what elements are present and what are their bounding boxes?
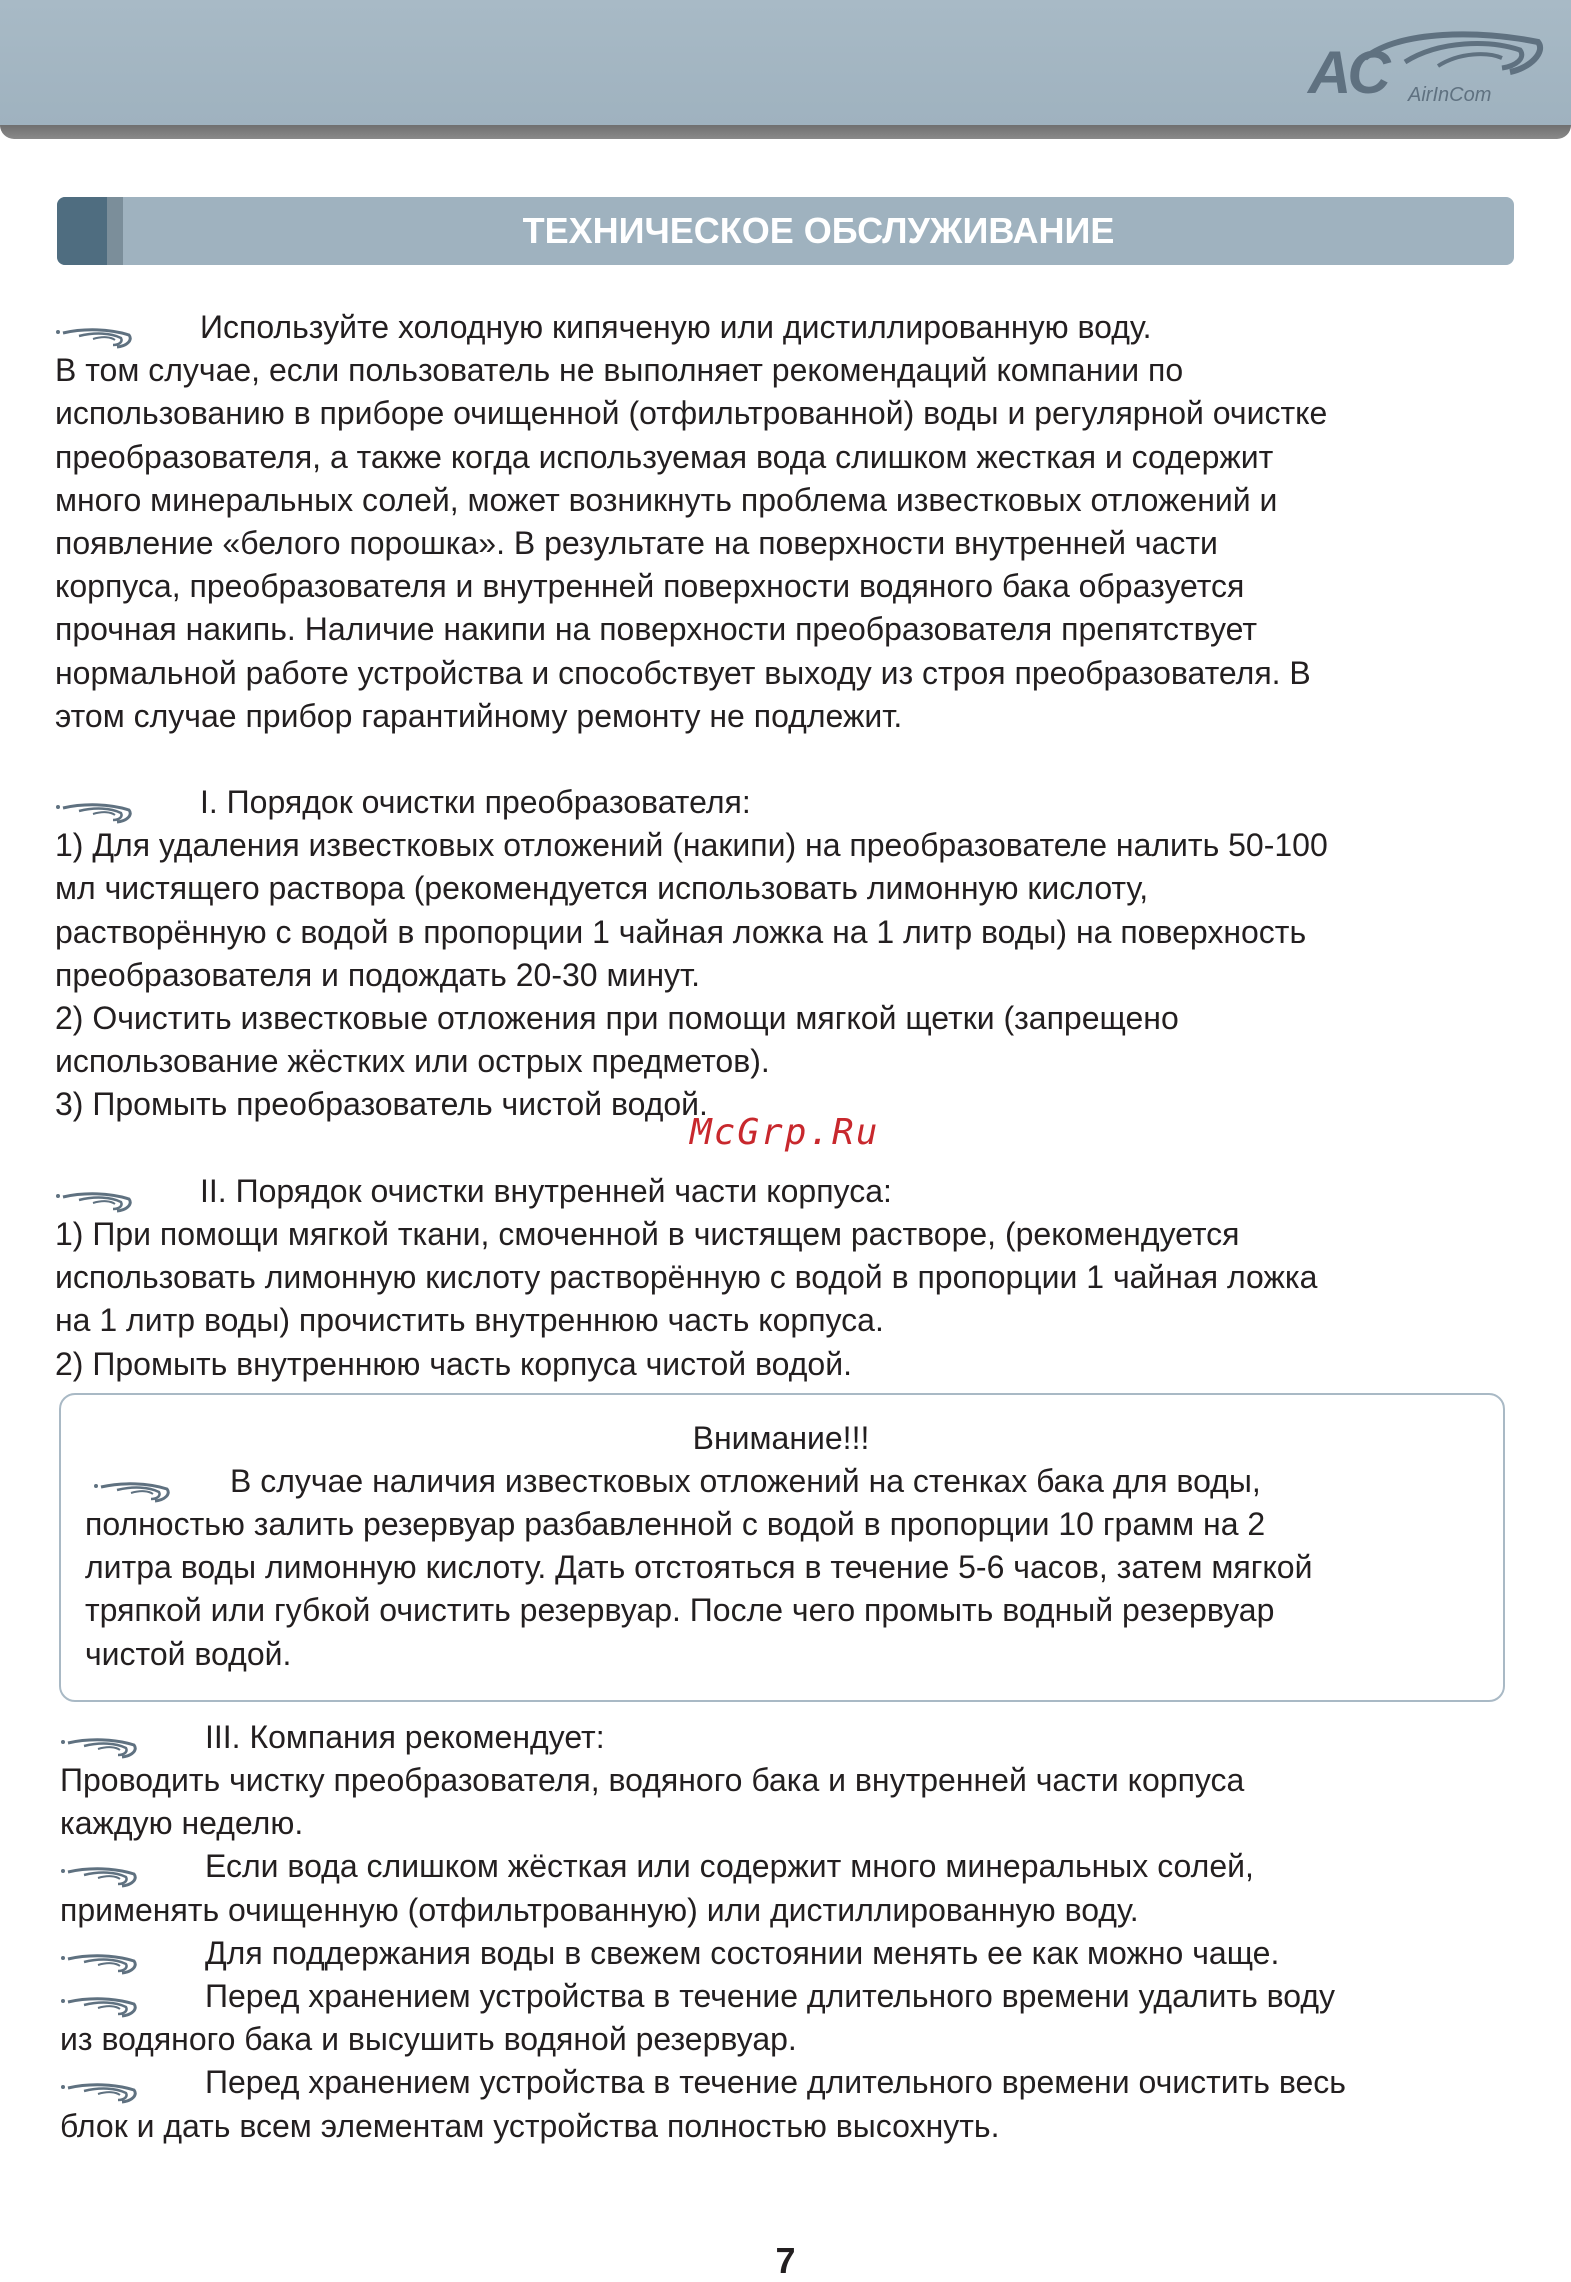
bullet-icon bbox=[55, 1181, 135, 1203]
housing-line: на 1 литр воды) прочистить внутреннюю часть корпуса. bbox=[55, 1302, 884, 1339]
transducer-line: растворённую с водой в пропорции 1 чайная ложка на 1 литр воды) на поверхность bbox=[55, 913, 1307, 950]
notice-lead: В случае наличия известковых отложений на стенках бака для воды, bbox=[85, 1460, 1477, 1503]
intro-line: много минеральных солей, может возникнуть проблема известковых отложений и bbox=[55, 481, 1278, 518]
recommend-line: каждую неделю. bbox=[60, 1805, 304, 1842]
recommend-heading: III. Компания рекомендует: bbox=[60, 1716, 1525, 1759]
section-title-bar bbox=[57, 197, 1514, 265]
tip-lead: Перед хранением устройства в течение длительного времени очистить весь bbox=[60, 2061, 1525, 2104]
notice-line: литра воды лимонную кислоту. Дать отстояться в течение 5-6 часов, затем мягкой bbox=[85, 1549, 1313, 1586]
transducer-line: 1) Для удаления известковых отложений (накипи) на преобразователе налить 50-100 bbox=[55, 827, 1328, 864]
header-shadow bbox=[0, 125, 1571, 139]
housing-line: 2) Промыть внутреннюю часть корпуса чистой водой. bbox=[55, 1345, 852, 1382]
intro-line: корпуса, преобразователя и внутренней поверхности водяного бака образуется bbox=[55, 568, 1245, 605]
tip-cont: из водяного бака и высушить водяной резервуар. bbox=[60, 2021, 797, 2058]
page-number: 7 bbox=[775, 2240, 796, 2281]
logo-swoosh-icon bbox=[1360, 28, 1545, 88]
bullet-icon bbox=[60, 1943, 140, 1965]
tip-cont: применять очищенную (отфильтрованную) или дистиллированную воду. bbox=[60, 1891, 1139, 1928]
housing-line: использовать лимонную кислоту растворённую с водой в пропорции 1 чайная ложка bbox=[55, 1259, 1318, 1296]
tip-cont: блок и дать всем элементам устройства полностью высохнуть. bbox=[60, 2107, 1000, 2144]
intro-line: использованию в приборе очищенной (отфильтрованной) воды и регулярной очистке bbox=[55, 395, 1328, 432]
watermark: McGrp.Ru bbox=[690, 1112, 880, 1153]
transducer-line: использование жёстких или острых предметов). bbox=[55, 1043, 770, 1080]
bullet-icon bbox=[55, 792, 135, 814]
tip-lead: Для поддержания воды в свежем состоянии менять ее как можно чаще. bbox=[60, 1932, 1525, 1975]
bullet-icon bbox=[60, 1986, 140, 2008]
transducer-heading: I. Порядок очистки преобразователя: bbox=[55, 781, 1525, 824]
intro-line: преобразователя, а также когда используемая вода слишком жесткая и содержит bbox=[55, 438, 1274, 475]
notice-line: чистой водой. bbox=[85, 1635, 292, 1672]
bullet-icon bbox=[55, 317, 135, 339]
logo-brand: AirInCom bbox=[1408, 84, 1492, 106]
title-accent-dark bbox=[57, 197, 107, 265]
housing-line: 1) При помощи мягкой ткани, смоченной в чистящем растворе, (рекомендуется bbox=[55, 1215, 1240, 1252]
notice-line: полностью залить резервуар разбавленной с водой в пропорции 10 грамм на 2 bbox=[85, 1506, 1266, 1543]
tip-lead: Перед хранением устройства в течение длительного времени удалить воду bbox=[60, 1975, 1525, 2018]
notice-title: Внимание!!! bbox=[692, 1419, 870, 1456]
notice-box bbox=[59, 1393, 1505, 1702]
transducer-line: 3) Промыть преобразователь чистой водой. bbox=[55, 1086, 708, 1123]
intro-line: нормальной работе устройства и способствует выходу из строя преобразователя. В bbox=[55, 654, 1311, 691]
page-title: ТЕХНИЧЕСКОЕ ОБСЛУЖИВАНИЕ bbox=[522, 210, 1115, 251]
airincom-logo bbox=[1300, 28, 1545, 118]
notice-line: тряпкой или губкой очистить резервуар. После чего промыть водный резервуар bbox=[85, 1592, 1275, 1629]
intro-line: прочная накипь. Наличие накипи на поверхности преобразователя препятствует bbox=[55, 611, 1257, 648]
title-accent-mid bbox=[107, 197, 123, 265]
recommend-section bbox=[55, 1716, 1525, 2148]
intro-lead: Используйте холодную кипяченую или дистиллированную воду. bbox=[55, 306, 1525, 349]
logo-mark: AC bbox=[1308, 39, 1387, 106]
bullet-icon bbox=[93, 1471, 173, 1493]
intro-line: В том случае, если пользователь не выполняет рекомендаций компании по bbox=[55, 352, 1184, 389]
bullet-icon bbox=[60, 2072, 140, 2094]
transducer-line: преобразователя и подождать 20-30 минут. bbox=[55, 956, 701, 993]
intro-line: этом случае прибор гарантийному ремонту не подлежит. bbox=[55, 697, 903, 734]
intro-line: появление «белого порошка». В результате на поверхности внутренней части bbox=[55, 524, 1218, 561]
transducer-line: 2) Очистить известковые отложения при помощи мягкой щетки (запрещено bbox=[55, 1000, 1179, 1036]
transducer-line: мл чистящего раствора (рекомендуется использовать лимонную кислоту, bbox=[55, 870, 1149, 907]
recommend-line: Проводить чистку преобразователя, водяного бака и внутренней части корпуса bbox=[60, 1762, 1245, 1798]
bullet-icon bbox=[60, 1856, 140, 1878]
bullet-icon bbox=[60, 1727, 140, 1749]
housing-heading: II. Порядок очистки внутренней части корпуса: bbox=[55, 1170, 1525, 1213]
tip-lead: Если вода слишком жёсткая или содержит много минеральных солей, bbox=[60, 1845, 1525, 1888]
content bbox=[55, 306, 1525, 2148]
